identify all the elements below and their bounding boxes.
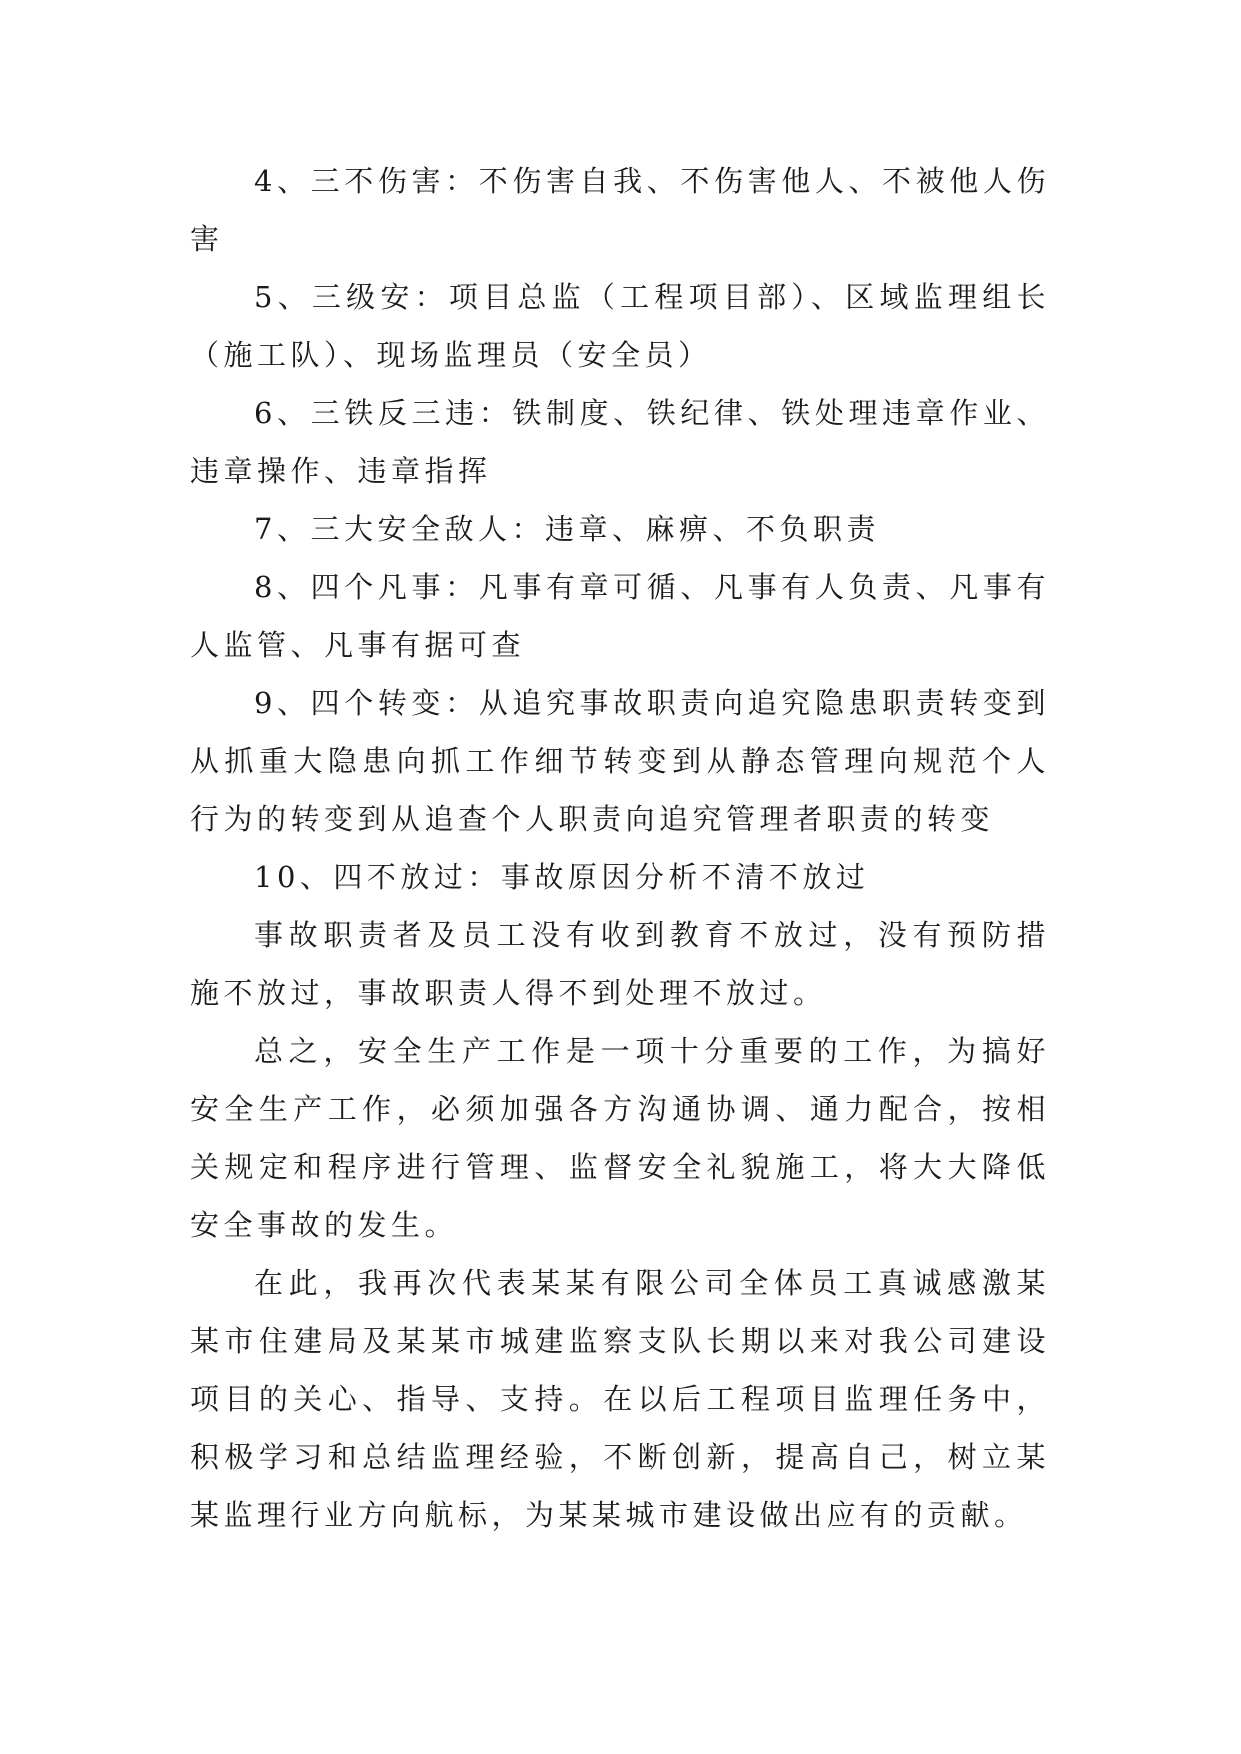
paragraph-item-10: 10、四不放过：事故原因分析不清不放过 <box>254 860 870 894</box>
paragraph-item-8: 8、四个凡事：凡事有章可循、凡事有人负责、凡事有人监管、凡事有据可查 <box>190 570 1050 662</box>
document-body <box>190 152 1050 1544</box>
paragraph-item-7: 7、三大安全敌人：违章、麻痹、不负职责 <box>254 512 880 546</box>
paragraph-summary: 总之，安全生产工作是一项十分重要的工作，为搞好安全生产工作，必须加强各方沟通协调、通力配合，按相关规定和程序进行管理、监督安全礼貌施工，将大大降低安全事故的发生。 <box>190 1034 1050 1242</box>
paragraph-item-4: 4、三不伤害：不伤害自我、不伤害他人、不被他人伤害 <box>190 164 1050 256</box>
paragraph-accident-responsibility: 事故职责者及员工没有收到教育不放过，没有预防措施不放过，事故职责人得不到处理不放过。 <box>190 918 1050 1010</box>
paragraph-item-9: 9、四个转变：从追究事故职责向追究隐患职责转变到从抓重大隐患向抓工作细节转变到从静态管理向规范个人行为的转变到从追查个人职责向追究管理者职责的转变 <box>190 686 1050 836</box>
paragraph-acknowledgement: 在此，我再次代表某某有限公司全体员工真诚感激某某市住建局及某某市城建监察支队长期以来对我公司建设项目的关心、指导、支持。在以后工程项目监理任务中，积极学习和总结监理经验，不断创新，提高自己，树立某某监理行业方向航标，为某某城市建设做出应有的贡献。 <box>190 1266 1050 1532</box>
paragraph-item-5: 5、三级安：项目总监（工程项目部）、区域监理组长（施工队）、现场监理员（安全员） <box>190 280 1050 372</box>
paragraph-item-6: 6、三铁反三违：铁制度、铁纪律、铁处理违章作业、违章操作、违章指挥 <box>190 396 1050 488</box>
